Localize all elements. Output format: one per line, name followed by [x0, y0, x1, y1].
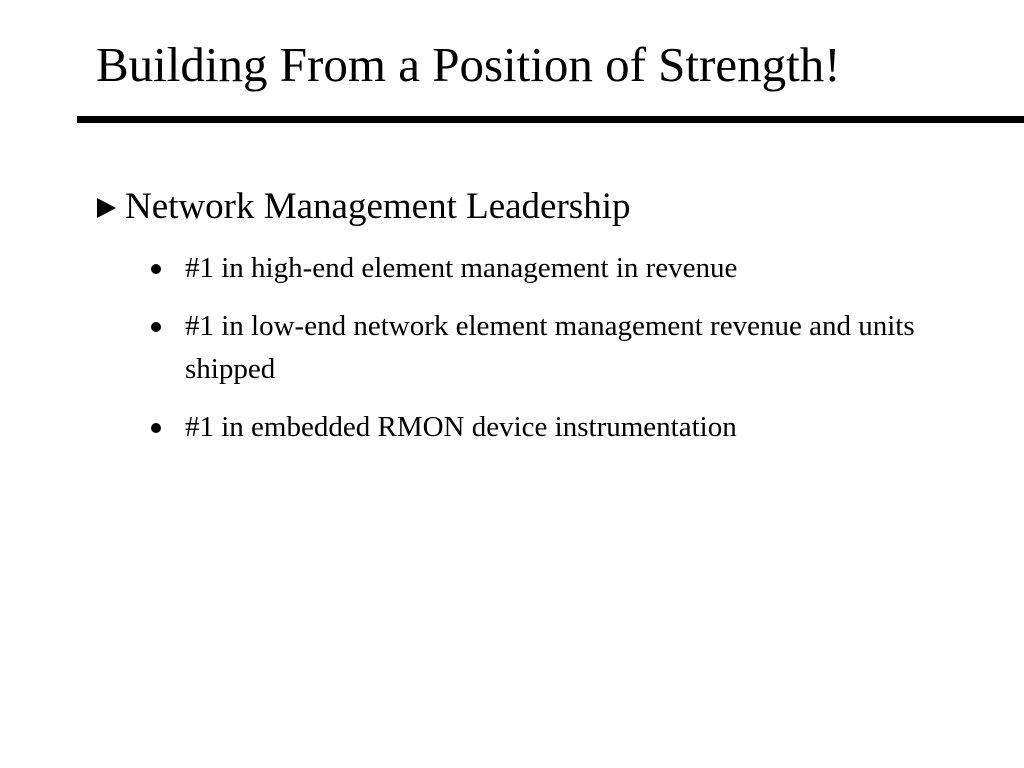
list-item	[151, 247, 991, 290]
heading-item	[97, 184, 630, 230]
bullet-text: #1 in embedded RMON device instrumentation	[185, 411, 737, 443]
bullet-text: #1 in low-end network element management revenue and units shipped	[185, 310, 915, 385]
bullet-text: #1 in high-end element management in revenue	[185, 252, 738, 284]
list-item	[151, 305, 991, 391]
list-item	[151, 406, 991, 449]
bullet-dot-icon	[151, 264, 161, 274]
bullet-dot-icon	[151, 423, 161, 433]
slide-title: Building From a Position of Strength!	[96, 37, 841, 92]
bullet-dot-icon	[151, 322, 161, 332]
heading-text: Network Management Leadership	[125, 186, 631, 227]
title-divider	[77, 116, 1024, 123]
triangle-right-icon	[97, 198, 116, 218]
